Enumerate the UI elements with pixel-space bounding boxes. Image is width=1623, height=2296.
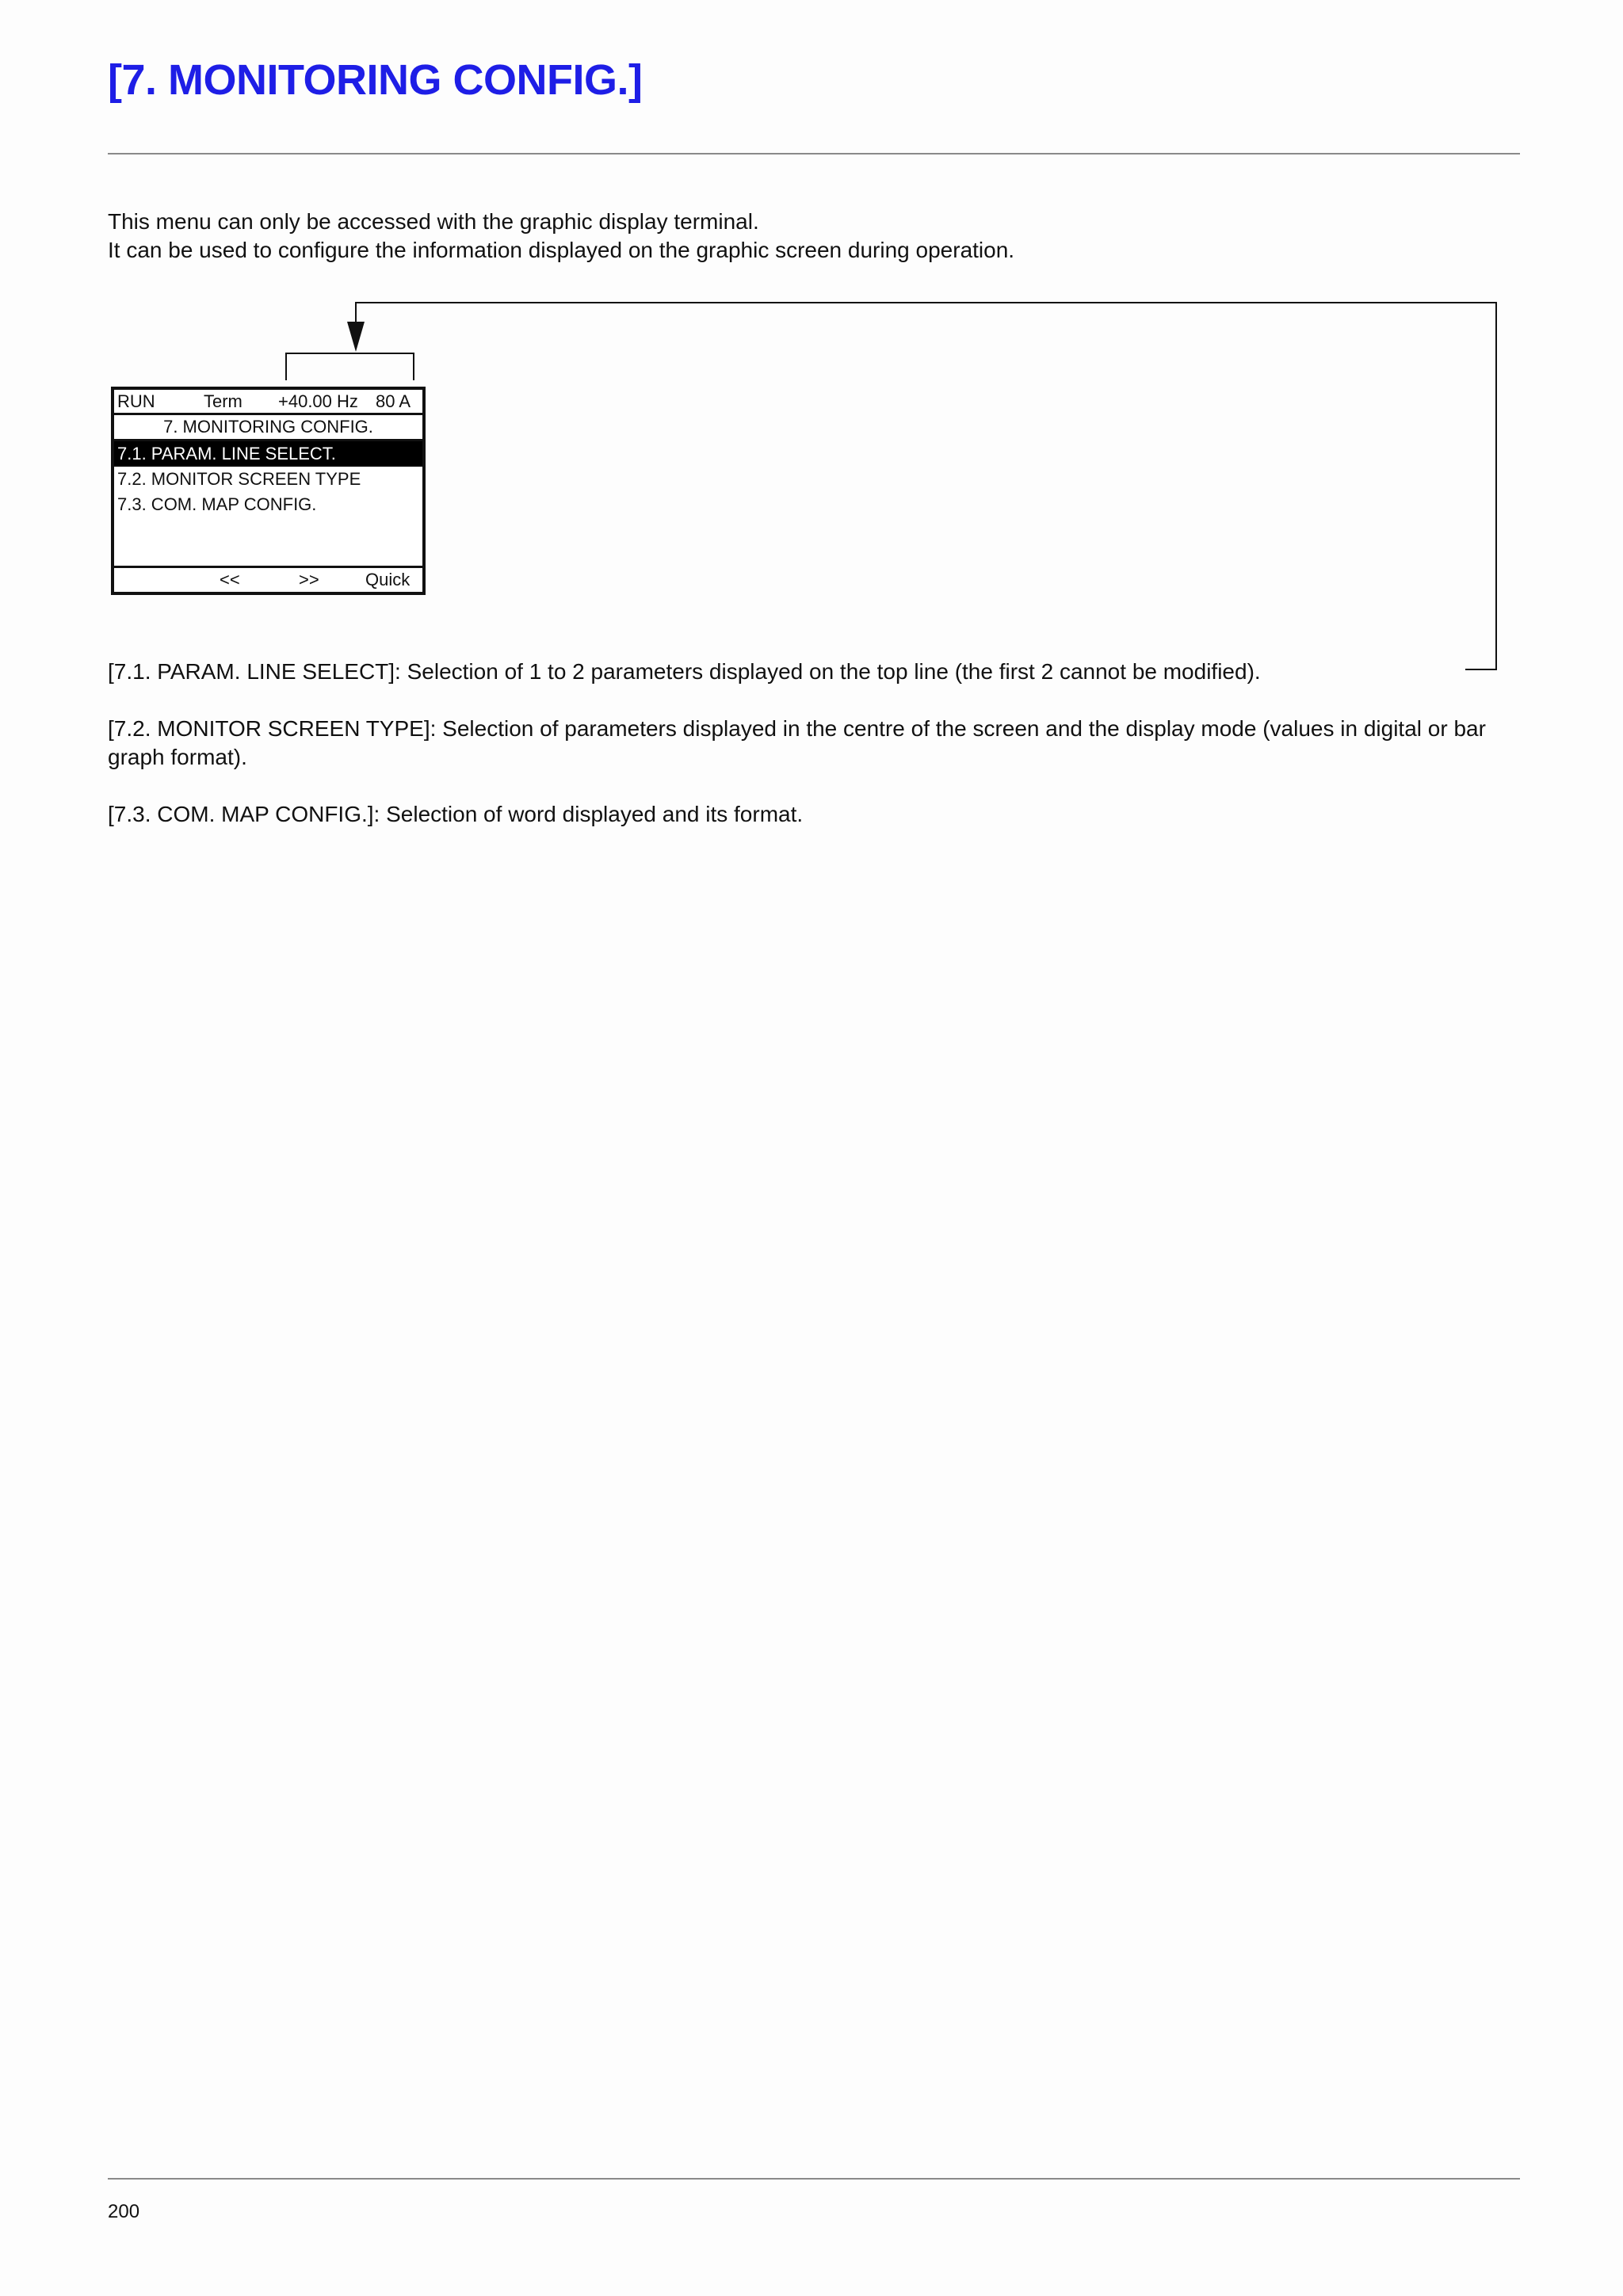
description-com-map-config: [7.3. COM. MAP CONFIG.]: Selection of word displayed and its format. bbox=[108, 802, 804, 826]
top-line-bracket bbox=[286, 353, 414, 380]
menu-item-com-map-config[interactable]: 7.3. COM. MAP CONFIG. bbox=[117, 494, 317, 514]
menu-item-param-line-select[interactable]: 7.1. PARAM. LINE SELECT. bbox=[114, 441, 422, 467]
status-channel: Term bbox=[204, 391, 242, 411]
intro-line: It can be used to configure the information displayed on the graphic screen during operation. bbox=[108, 238, 1015, 262]
next-key[interactable]: >> bbox=[299, 570, 319, 589]
status-frequency: +40.00 Hz bbox=[278, 391, 358, 411]
menu-item-monitor-screen-type[interactable]: 7.2. MONITOR SCREEN TYPE bbox=[117, 469, 361, 489]
page-title: [7. MONITORING CONFIG.] bbox=[108, 56, 643, 104]
graphic-terminal-screen bbox=[111, 387, 426, 595]
description-monitor-screen-type: [7.2. MONITOR SCREEN TYPE]: Selection of parameters displayed in the centre of the screen and the display mode (values in digital or bar graph format). bbox=[108, 716, 1486, 769]
terminal-menu-title: 7. MONITORING CONFIG. bbox=[114, 415, 422, 441]
status-mode: RUN bbox=[117, 391, 155, 411]
intro-line: This menu can only be accessed with the graphic display terminal. bbox=[108, 209, 759, 234]
quick-key[interactable]: Quick bbox=[365, 570, 411, 589]
terminal-function-keys bbox=[114, 566, 422, 592]
connector-diagram bbox=[0, 0, 1623, 713]
page-number: 200 bbox=[108, 2201, 140, 2222]
terminal-menu-list bbox=[114, 441, 422, 517]
footer-divider bbox=[108, 2178, 1520, 2180]
prev-key[interactable]: << bbox=[220, 570, 240, 589]
down-arrow-icon bbox=[347, 322, 365, 352]
return-loop-line bbox=[356, 303, 1496, 669]
terminal-status-bar bbox=[114, 390, 422, 415]
status-current: 80 A bbox=[376, 391, 411, 411]
description-param-line-select: [7.1. PARAM. LINE SELECT]: Selection of 1 to 2 parameters displayed on the top line (the first 2 cannot be modified). bbox=[108, 659, 1261, 684]
